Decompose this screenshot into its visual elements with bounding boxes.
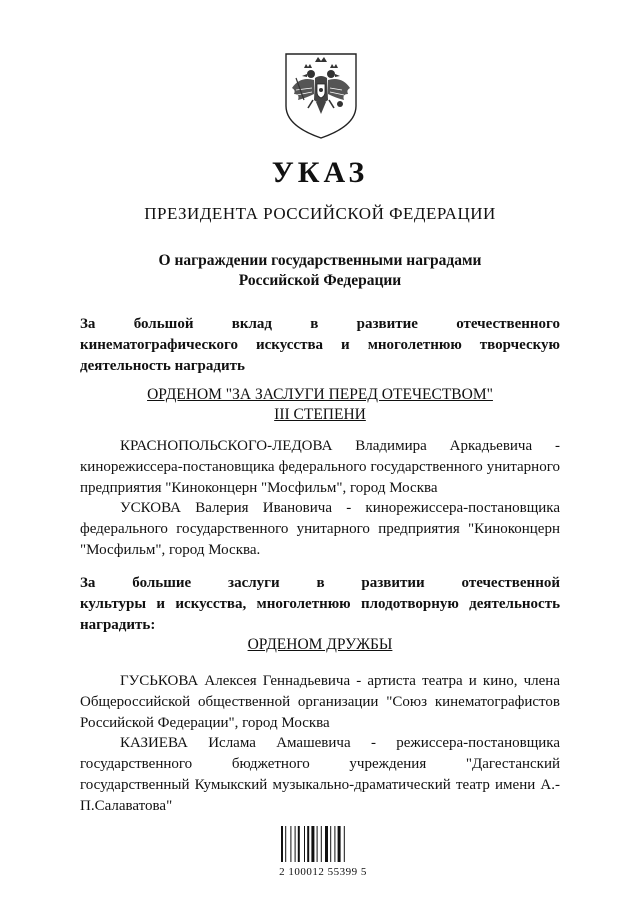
intro-line: кинематографического искусства и многолетнюю творческую	[80, 337, 560, 353]
order-line: III СТЕПЕНИ	[274, 406, 366, 423]
recipient-paragraph: УСКОВА Валерия Ивановича - кинорежиссера-постановщика федерального государственного унитарного предприятия "Киноконцерн "Мосфильм", город Москва.	[80, 500, 560, 558]
section1-order-title	[80, 385, 560, 425]
order-line: ОРДЕНОМ "ЗА ЗАСЛУГИ ПЕРЕД ОТЕЧЕСТВОМ"	[147, 386, 493, 403]
section1-intro	[80, 314, 560, 377]
heading-line: Российской Федерации	[238, 272, 402, 289]
intro-line: деятельность наградить	[80, 358, 245, 374]
decree-subtitle: ПРЕЗИДЕНТА РОССИЙСКОЙ ФЕДЕРАЦИИ	[144, 204, 496, 223]
recipient-paragraph: КАЗИЕВА Ислама Амашевича - режиссера-постановщика государственного бюджетного учреждения "Дагестанский государственный Кумыкский музыкально-драматический театр имени А.-П.Салаватова"	[80, 735, 560, 814]
barcode-icon	[279, 818, 359, 864]
coat-of-arms-emblem	[282, 48, 360, 140]
double-headed-eagle-icon	[282, 48, 360, 140]
intro-line: За большой вклад в развитие отечественного	[80, 316, 560, 332]
intro-line: наградить:	[80, 617, 156, 633]
section2-order-title	[80, 635, 560, 655]
recipient-paragraph: ГУСЬКОВА Алексея Геннадьевича - артиста театра и кино, члена Общероссийской общественной организации "Союз кинематографистов Российской Федерации", город Москва	[80, 673, 560, 731]
intro-line: культуры и искусства, многолетнюю плодотворную деятельность	[80, 596, 560, 612]
decree-title: УКАЗ	[271, 156, 369, 189]
section2-intro	[80, 573, 560, 636]
decree-heading	[100, 251, 540, 291]
barcode-number: 2 100012 55399 5	[279, 866, 367, 878]
order-line: ОРДЕНОМ ДРУЖБЫ	[247, 636, 393, 653]
recipient-paragraph: КРАСНОПОЛЬСКОГО-ЛЕДОВА Владимира Аркадьевича - кинорежиссера-постановщика федерального государственного унитарного предприятия "Киноконцерн "Мосфильм", город Москва	[80, 438, 560, 496]
intro-line: За большие заслуги в развитии отечественной	[80, 575, 560, 591]
heading-line: О награждении государственными наградами	[158, 252, 482, 269]
